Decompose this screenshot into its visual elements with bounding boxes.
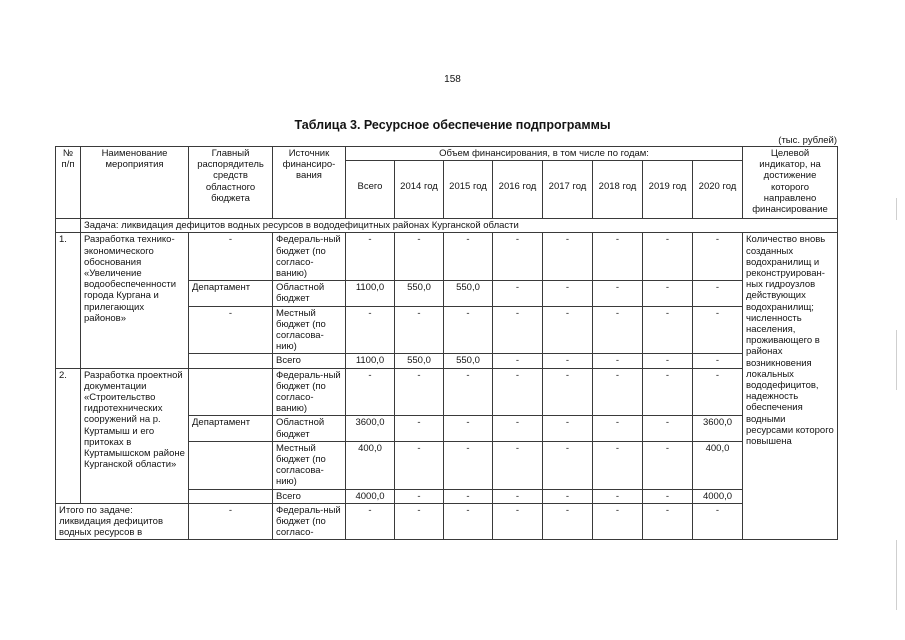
value-cell: 4000,0 (346, 489, 395, 503)
page-number: 158 (444, 74, 461, 85)
value-cell: - (395, 233, 444, 281)
task-row (56, 219, 838, 233)
value-cell: - (395, 416, 444, 441)
manager-cell: Департамент (189, 416, 273, 441)
value-cell: - (593, 489, 643, 503)
value-cell: - (395, 503, 444, 540)
value-cell: - (593, 416, 643, 441)
value-cell: - (593, 503, 643, 540)
indicator-text: Количество вновь созданных водохранилищ и реконструирован-ных гидроузлов действующих водохранилищ; численность населения, проживающего в районах возникновения локальных вододефицитов, надежность обеспечения водными ресурсами которого повышена (743, 233, 838, 540)
table-row (56, 233, 838, 281)
header-year: 2017 год (543, 161, 593, 219)
value-cell: - (643, 416, 693, 441)
manager-cell: - (189, 306, 273, 354)
header-row-1 (56, 147, 838, 161)
scan-edge-mark (896, 198, 897, 220)
value-cell: - (643, 441, 693, 489)
value-cell: 550,0 (395, 281, 444, 306)
value-cell: - (346, 306, 395, 354)
value-cell: - (493, 441, 543, 489)
table-row (56, 368, 838, 416)
value-cell: - (693, 354, 743, 368)
source-cell: Областной бюджет (273, 281, 346, 306)
value-cell: - (693, 233, 743, 281)
value-cell: - (543, 281, 593, 306)
header-indicator: Целевой индикатор, на достижение которого направлено финансирование (743, 147, 838, 219)
manager-cell: - (189, 503, 273, 540)
value-cell: - (543, 441, 593, 489)
value-cell: - (395, 306, 444, 354)
value-cell: - (593, 368, 643, 416)
value-cell: - (593, 233, 643, 281)
table-row (56, 503, 838, 540)
source-cell: Областной бюджет (273, 416, 346, 441)
value-cell: - (493, 281, 543, 306)
value-cell: - (395, 441, 444, 489)
value-cell: - (444, 233, 493, 281)
value-cell: - (493, 354, 543, 368)
value-cell: - (643, 503, 693, 540)
task-text: Задача: ликвидация дефицитов водных ресурсов в вододефицитных районах Курганской области (81, 219, 838, 233)
source-cell: Местный бюджет (по согласова-нию) (273, 306, 346, 354)
value-cell: - (444, 503, 493, 540)
header-no: № п/п (56, 147, 81, 219)
value-cell: - (493, 233, 543, 281)
task-no-cell (56, 219, 81, 233)
value-cell: - (693, 368, 743, 416)
source-cell: Местный бюджет (по согласова-нию) (273, 441, 346, 489)
value-cell: - (346, 368, 395, 416)
value-cell: - (444, 368, 493, 416)
value-cell: - (643, 489, 693, 503)
units-note: (тыс. рублей) (778, 135, 837, 146)
header-year: 2019 год (643, 161, 693, 219)
value-cell: - (444, 489, 493, 503)
value-cell: - (643, 354, 693, 368)
header-year: 2014 год (395, 161, 444, 219)
activity-no: 1. (56, 233, 81, 368)
value-cell: 4000,0 (693, 489, 743, 503)
header-year: 2020 год (693, 161, 743, 219)
value-cell: 400,0 (693, 441, 743, 489)
value-cell: - (693, 281, 743, 306)
value-cell: - (346, 503, 395, 540)
value-cell: - (444, 441, 493, 489)
value-cell: - (395, 489, 444, 503)
manager-cell (189, 354, 273, 368)
value-cell: 400,0 (346, 441, 395, 489)
value-cell: - (493, 416, 543, 441)
header-source: Источник финансиро-вания (273, 147, 346, 219)
resource-table (55, 146, 838, 540)
value-cell: 550,0 (395, 354, 444, 368)
value-cell: - (593, 306, 643, 354)
source-cell: Федераль-ный бюджет (по согласо-ванию) (273, 233, 346, 281)
value-cell: - (493, 368, 543, 416)
value-cell: - (543, 489, 593, 503)
activity-name: Разработка проектной документации «Строительство гидротехнических сооружений на р. Куртамыш и его притоках в Куртамышском районе Курганской области» (81, 368, 189, 503)
manager-cell (189, 489, 273, 503)
value-cell: 3600,0 (693, 416, 743, 441)
manager-cell: - (189, 233, 273, 281)
source-cell: Всего (273, 354, 346, 368)
value-cell: - (543, 503, 593, 540)
scan-edge-mark (896, 330, 897, 390)
source-cell: Федераль-ный бюджет (по согласо-ванию) (273, 368, 346, 416)
value-cell: - (693, 306, 743, 354)
value-cell: 1100,0 (346, 354, 395, 368)
header-name: Наименование мероприятия (81, 147, 189, 219)
value-cell: - (395, 368, 444, 416)
value-cell: - (643, 233, 693, 281)
value-cell: - (593, 354, 643, 368)
value-cell: 550,0 (444, 354, 493, 368)
value-cell: - (593, 281, 643, 306)
value-cell: - (643, 306, 693, 354)
activity-no: 2. (56, 368, 81, 503)
header-year: 2016 год (493, 161, 543, 219)
table-title: Таблица 3. Ресурсное обеспечение подпрограммы (294, 118, 611, 132)
task-total-label: Итого по задаче: ликвидация дефицитов водных ресурсов в (56, 503, 189, 540)
manager-cell: Департамент (189, 281, 273, 306)
value-cell: - (543, 354, 593, 368)
value-cell: - (643, 368, 693, 416)
value-cell: - (693, 503, 743, 540)
source-cell: Федераль-ный бюджет (по согласо- (273, 503, 346, 540)
value-cell: - (493, 503, 543, 540)
value-cell: - (493, 489, 543, 503)
value-cell: - (643, 281, 693, 306)
manager-cell (189, 441, 273, 489)
value-cell: 3600,0 (346, 416, 395, 441)
header-volume: Объем финансирования, в том числе по годам: (346, 147, 743, 161)
header-total: Всего (346, 161, 395, 219)
header-year: 2015 год (444, 161, 493, 219)
value-cell: - (493, 306, 543, 354)
value-cell: 550,0 (444, 281, 493, 306)
value-cell: - (444, 306, 493, 354)
activity-name: Разработка технико-экономического обоснования «Увеличение водообеспеченности города Кургана и прилегающих районов» (81, 233, 189, 368)
value-cell: - (543, 233, 593, 281)
value-cell: - (444, 416, 493, 441)
manager-cell (189, 368, 273, 416)
value-cell: - (543, 368, 593, 416)
value-cell: - (593, 441, 643, 489)
value-cell: 1100,0 (346, 281, 395, 306)
scan-edge-mark (896, 540, 897, 610)
header-year: 2018 год (593, 161, 643, 219)
header-manager: Главный распорядитель средств областного бюджета (189, 147, 273, 219)
source-cell: Всего (273, 489, 346, 503)
value-cell: - (346, 233, 395, 281)
value-cell: - (543, 416, 593, 441)
value-cell: - (543, 306, 593, 354)
